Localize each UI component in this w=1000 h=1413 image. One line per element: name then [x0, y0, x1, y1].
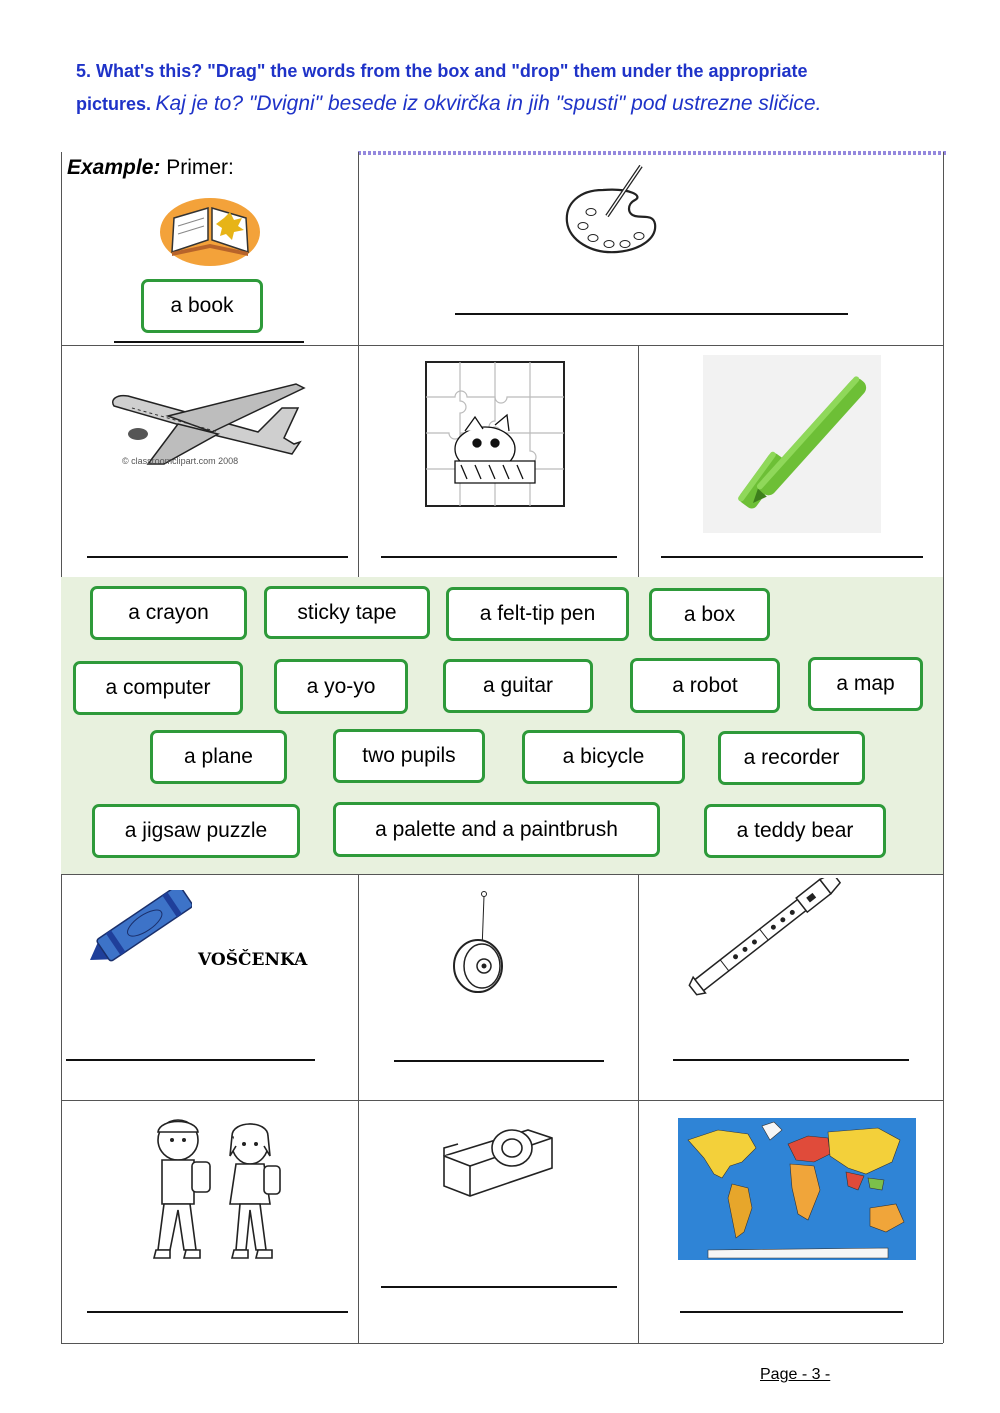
page-number: Page - 3 -: [760, 1366, 831, 1383]
book-icon: [158, 194, 262, 268]
two-pupils-icon[interactable]: [146, 1116, 292, 1264]
palette-icon[interactable]: [561, 160, 661, 260]
example-label-bold: Example:: [67, 156, 161, 179]
plane-icon[interactable]: [108, 378, 306, 474]
example-answer-chip: a book: [141, 279, 263, 333]
word-chip-crayon[interactable]: a crayon: [90, 586, 247, 640]
crayon-caption: VOŠČENKA: [198, 950, 308, 970]
word-chip-computer[interactable]: a computer: [73, 661, 243, 715]
grid-line: [358, 152, 359, 577]
jigsaw-puzzle-icon[interactable]: [425, 361, 565, 507]
felt-tip-pen-icon[interactable]: [703, 355, 881, 533]
grid-line: [61, 874, 943, 875]
word-chip-guitar[interactable]: a guitar: [443, 659, 593, 713]
answer-line-pupils[interactable]: [87, 1311, 348, 1313]
yo-yo-icon[interactable]: [448, 890, 508, 994]
world-map-icon[interactable]: [678, 1118, 916, 1260]
grid-line: [638, 874, 639, 1343]
grid-line: [61, 1343, 943, 1344]
grid-line: [358, 874, 359, 1343]
answer-line-yo-yo[interactable]: [394, 1060, 604, 1062]
recorder-icon[interactable]: [685, 878, 843, 1002]
word-chip-felt-tip-pen[interactable]: a felt-tip pen: [446, 587, 629, 641]
answer-line-plane[interactable]: [87, 556, 348, 558]
word-chip-map[interactable]: a map: [808, 657, 923, 711]
grid-line: [943, 152, 944, 1343]
word-chip-box[interactable]: a box: [649, 588, 770, 641]
word-chip-plane[interactable]: a plane: [150, 730, 287, 784]
word-chip-bicycle[interactable]: a bicycle: [522, 730, 685, 784]
crayon-icon[interactable]: [84, 890, 192, 968]
answer-line-palette[interactable]: [455, 313, 848, 315]
answer-line-map[interactable]: [680, 1311, 903, 1313]
answer-line-pen[interactable]: [661, 556, 923, 558]
instruction-line-1: 5. What's this? "Drag" the words from the box and "drop" them under the appropriate: [76, 61, 808, 81]
grid-line: [638, 345, 639, 577]
word-chip-jigsaw-puzzle[interactable]: a jigsaw puzzle: [92, 804, 300, 858]
answer-line-recorder[interactable]: [673, 1059, 909, 1061]
answer-line-crayon[interactable]: [66, 1059, 315, 1061]
example-label-rest: Primer:: [166, 156, 234, 179]
plane-watermark: © classroomclipart.com 2008: [122, 456, 239, 466]
instructions: [76, 58, 956, 116]
grid-line: [61, 1100, 943, 1101]
example-label: [67, 156, 234, 180]
sticky-tape-icon[interactable]: [440, 1120, 556, 1202]
word-chip-palette-and-paintbrush[interactable]: a palette and a paintbrush: [333, 802, 660, 857]
answer-line-jigsaw[interactable]: [381, 556, 617, 558]
instruction-line-2-italic: Kaj je to? "Dvigni" besede iz okvirčka in jih "spusti" pod ustrezne sličice.: [155, 92, 822, 115]
instruction-line-2-bold: pictures.: [76, 94, 152, 114]
grid-line: [61, 345, 943, 346]
word-chip-teddy-bear[interactable]: a teddy bear: [704, 804, 886, 858]
word-chip-yo-yo[interactable]: a yo-yo: [274, 659, 408, 714]
dotted-border: [358, 151, 946, 155]
word-chip-two-pupils[interactable]: two pupils: [333, 729, 485, 783]
word-chip-sticky-tape[interactable]: sticky tape: [264, 586, 430, 639]
answer-line-example: [114, 341, 304, 343]
word-chip-recorder[interactable]: a recorder: [718, 731, 865, 785]
word-chip-robot[interactable]: a robot: [630, 658, 780, 713]
answer-line-tape[interactable]: [381, 1286, 617, 1288]
